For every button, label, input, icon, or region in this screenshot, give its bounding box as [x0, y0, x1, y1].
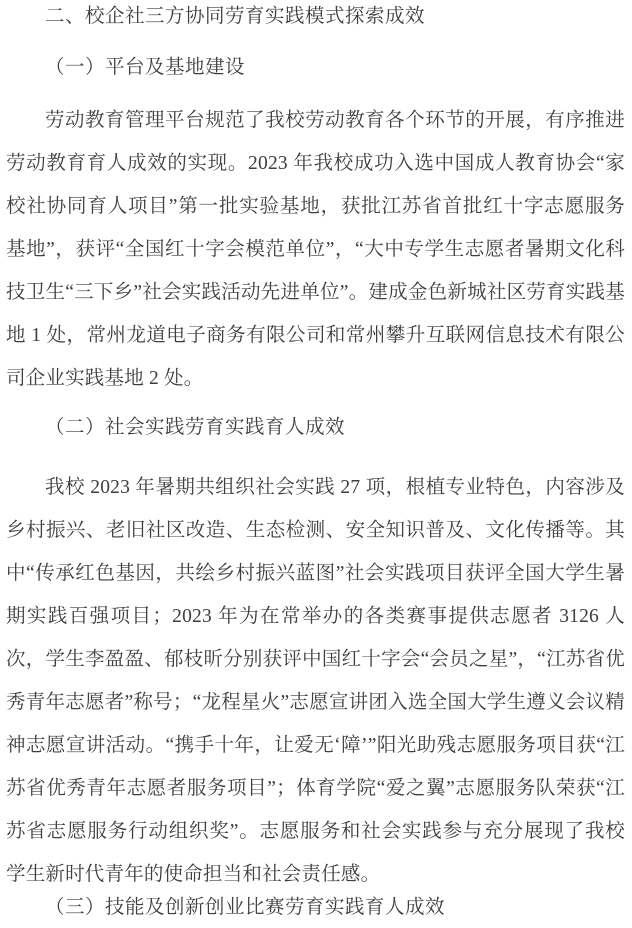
subsection-heading-skills-competition: （三）技能及创新创业比赛劳育实践育人成效: [45, 897, 446, 918]
subsection-heading-social-practice: （二）社会实践劳育实践育人成效: [45, 417, 346, 438]
paragraph-platform-bases: 劳动教育管理平台规范了我校劳动教育各个环节的开展，有序推进劳动教育育人成效的实现。2023 年我校成功入选中国成人教育协会“家校社协同育人项目”第一批实验基地，获批江苏省首批红十字志愿服务基地”，获评“全国红十字会模范单位”，“大中专学生志愿者暑期文化科技卫生“三下乡”社会实践活动先进单位”。建成金色新城社区劳育实践基地 1 处，常州龙道电子商务有限公司和常州攀升互联网信息技术有限公司企业实践基地 2 处。: [6, 110, 625, 389]
subsection-heading-platform-bases: （一）平台及基地建设: [45, 57, 246, 78]
paragraph-social-practice: 我校 2023 年暑期共组织社会实践 27 项，根植专业特色，内容涉及乡村振兴、老旧社区改造、生态检测、安全知识普及、文化传播等。其中“传承红色基因，共绘乡村振兴蓝图”社会实践项目获评全国大学生暑期实践百强项目；2023 年为在常举办的各类赛事提供志愿者 3126 人次，学生李盈盈、郁枝昕分别获评中国红十字会“会员之星”，“江苏省优秀青年志愿者”称号；“龙程星火”志愿宣讲团入选全国大学生遵义会议精神志愿宣讲活动。“携手十年，让爱无‘障’”阳光助残志愿服务项目获“江苏省优秀青年志愿者服务项目”；体育学院“爱之翼”志愿服务队荣获“江苏省志愿服务行动组织奖”。志愿服务和社会实践参与充分展现了我校学生新时代青年的使命担当和社会责任感。: [6, 477, 625, 885]
section-heading: 二、校企社三方协同劳育实践模式探索成效: [45, 6, 426, 27]
